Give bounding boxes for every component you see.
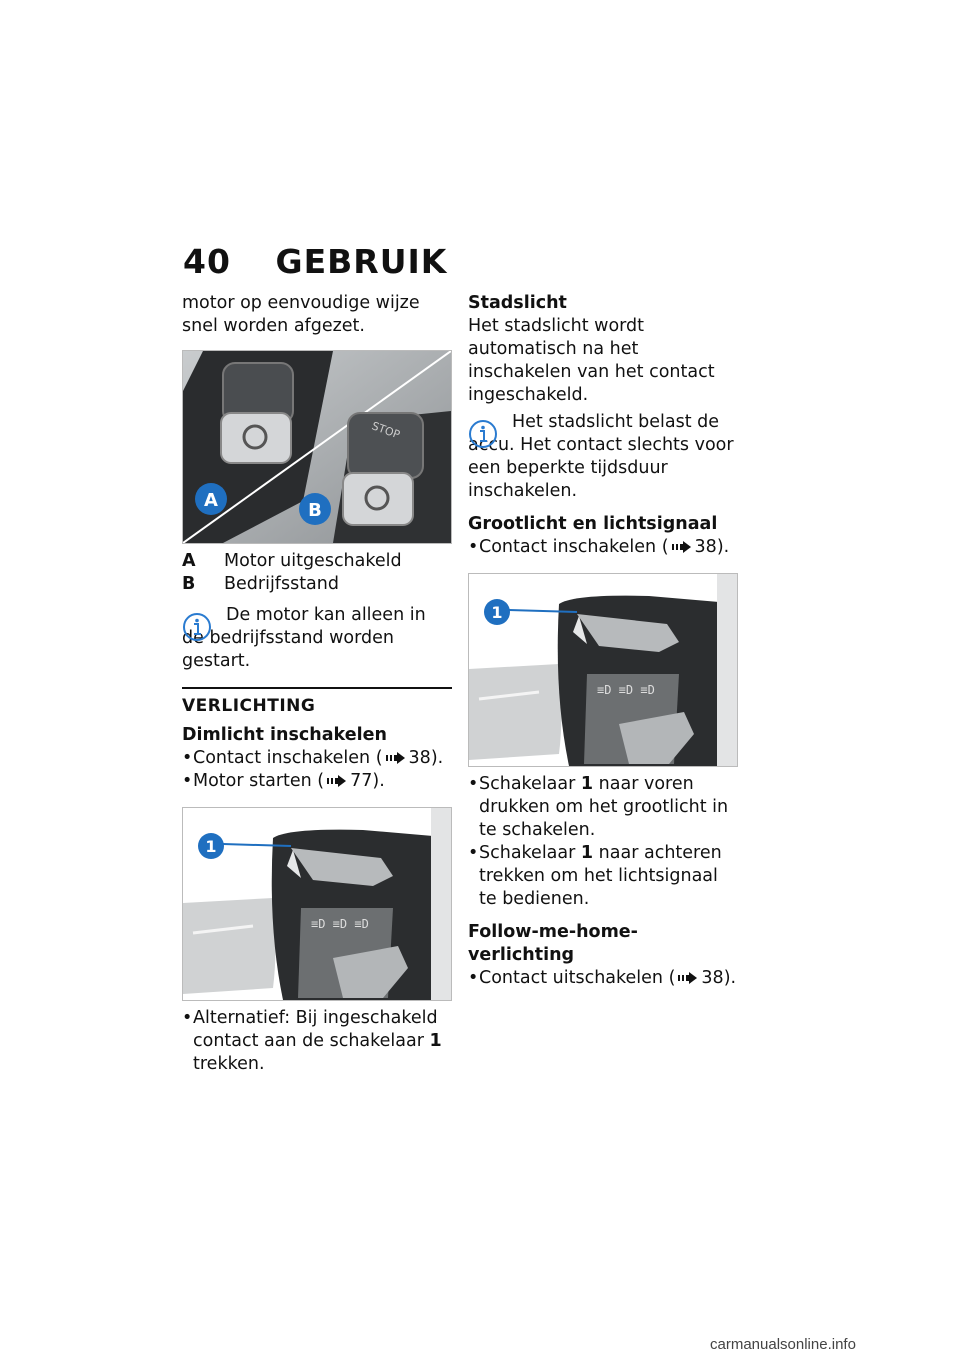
- light-switch-illustration-2: [469, 574, 737, 766]
- light-switch-illustration: [183, 808, 451, 1000]
- switch-number: 1: [580, 774, 594, 794]
- subheading-follow-me-home: Follow-me-home-verlichting: [468, 922, 638, 965]
- bullet-text: naar achteren trekken om het lichtsignaal te bedienen.: [479, 843, 722, 909]
- page-ref[interactable]: 38: [694, 537, 717, 557]
- bullet-list: [182, 747, 452, 793]
- info-note-text: De motor kan alleen in de bedrijfsstand worden gestart.: [182, 605, 426, 671]
- info-icon: [468, 419, 498, 449]
- page-number: 40: [183, 242, 231, 281]
- svg-text:B: B: [308, 500, 322, 521]
- svg-text:≡D ≡D ≡D: ≡D ≡D ≡D: [597, 683, 655, 697]
- svg-text:STOP: STOP: [370, 419, 402, 442]
- legend-row-a: [182, 550, 452, 573]
- page-ref[interactable]: 38: [408, 748, 431, 768]
- bullet-text: Schakelaar: [479, 774, 576, 794]
- page-header: [183, 242, 447, 281]
- right-column: [468, 292, 740, 990]
- stadslicht-text: Het stadslicht wordt automatisch na het inschakelen van het contact ingeschakeld.: [468, 316, 715, 405]
- bullet-list: [468, 536, 740, 559]
- bullet-text: Contact inschakelen (: [193, 748, 383, 768]
- legend-row-b: [182, 573, 452, 596]
- light-switch-photo-2: [468, 573, 738, 767]
- page-ref-arrow-icon: [327, 775, 347, 787]
- page-ref-arrow-icon: [672, 541, 692, 553]
- page-ref[interactable]: 38: [701, 968, 724, 988]
- info-note: [468, 411, 740, 503]
- bullet-text: Alternatief: Bij ingeschakeld contact aan de schakelaar: [193, 1008, 438, 1051]
- svg-text:A: A: [204, 490, 218, 511]
- bullet-end: ).: [372, 771, 385, 791]
- chapter-title: GEBRUIK: [275, 242, 448, 281]
- bullet-end: ).: [430, 748, 444, 768]
- section-divider: [182, 687, 452, 718]
- legend-text: Bedrijfsstand: [224, 574, 339, 594]
- info-note: [182, 604, 452, 673]
- list-item: [468, 967, 740, 990]
- info-icon: [182, 612, 212, 642]
- legend-key: A: [182, 551, 196, 571]
- bullet-end: ).: [716, 537, 730, 557]
- bullet-text: naar voren drukken om het grootlicht in te schakelen.: [479, 774, 729, 840]
- section-title: VERLICHTING: [182, 696, 316, 716]
- legend-text: Motor uitgeschakeld: [224, 551, 402, 571]
- bullet-text: Contact inschakelen (: [479, 537, 669, 557]
- info-note-text: Het stadslicht belast de accu. Het contact slechts voor een beperkte tijdsduur inschakelen.: [468, 412, 734, 501]
- left-column: [182, 292, 452, 1076]
- subheading-dimlicht: Dimlicht inschakelen: [182, 725, 387, 745]
- bullet-text: Schakelaar: [479, 843, 576, 863]
- bullet-text: Contact uitschakelen (: [479, 968, 676, 988]
- svg-text:1: 1: [205, 837, 217, 856]
- kill-switch-photo: [182, 350, 452, 544]
- intro-text: motor op eenvoudige wijze snel worden afgezet.: [182, 293, 420, 336]
- bullet-list: [468, 773, 740, 911]
- page-ref-arrow-icon: [386, 752, 406, 764]
- switch-number: 1: [429, 1031, 442, 1051]
- list-item: [468, 842, 740, 911]
- light-switch-photo: [182, 807, 452, 1001]
- bullet-text: Motor starten (: [193, 771, 325, 791]
- page-ref-arrow-icon: [678, 972, 698, 984]
- kill-switch-illustration: [183, 351, 451, 543]
- bullet-text: trekken.: [193, 1054, 265, 1074]
- subheading-stadslicht: Stadslicht: [468, 293, 567, 313]
- svg-text:1: 1: [491, 603, 503, 622]
- page-ref[interactable]: 77: [350, 771, 373, 791]
- list-item: [182, 770, 452, 793]
- figure-legend: [182, 550, 452, 596]
- bullet-list: [182, 1007, 452, 1076]
- list-item: [182, 747, 452, 770]
- legend-key: B: [182, 574, 196, 594]
- watermark: carmanualsonline.info: [710, 1336, 856, 1353]
- switch-number: 1: [580, 843, 594, 863]
- subheading-grootlicht: Grootlicht en lichtsignaal: [468, 514, 718, 534]
- svg-text:≡D ≡D ≡D: ≡D ≡D ≡D: [311, 917, 369, 931]
- bullet-end: ).: [723, 968, 737, 988]
- list-item: [468, 773, 740, 842]
- bullet-list: [468, 967, 740, 990]
- list-item: [468, 536, 740, 559]
- list-item: [182, 1007, 452, 1076]
